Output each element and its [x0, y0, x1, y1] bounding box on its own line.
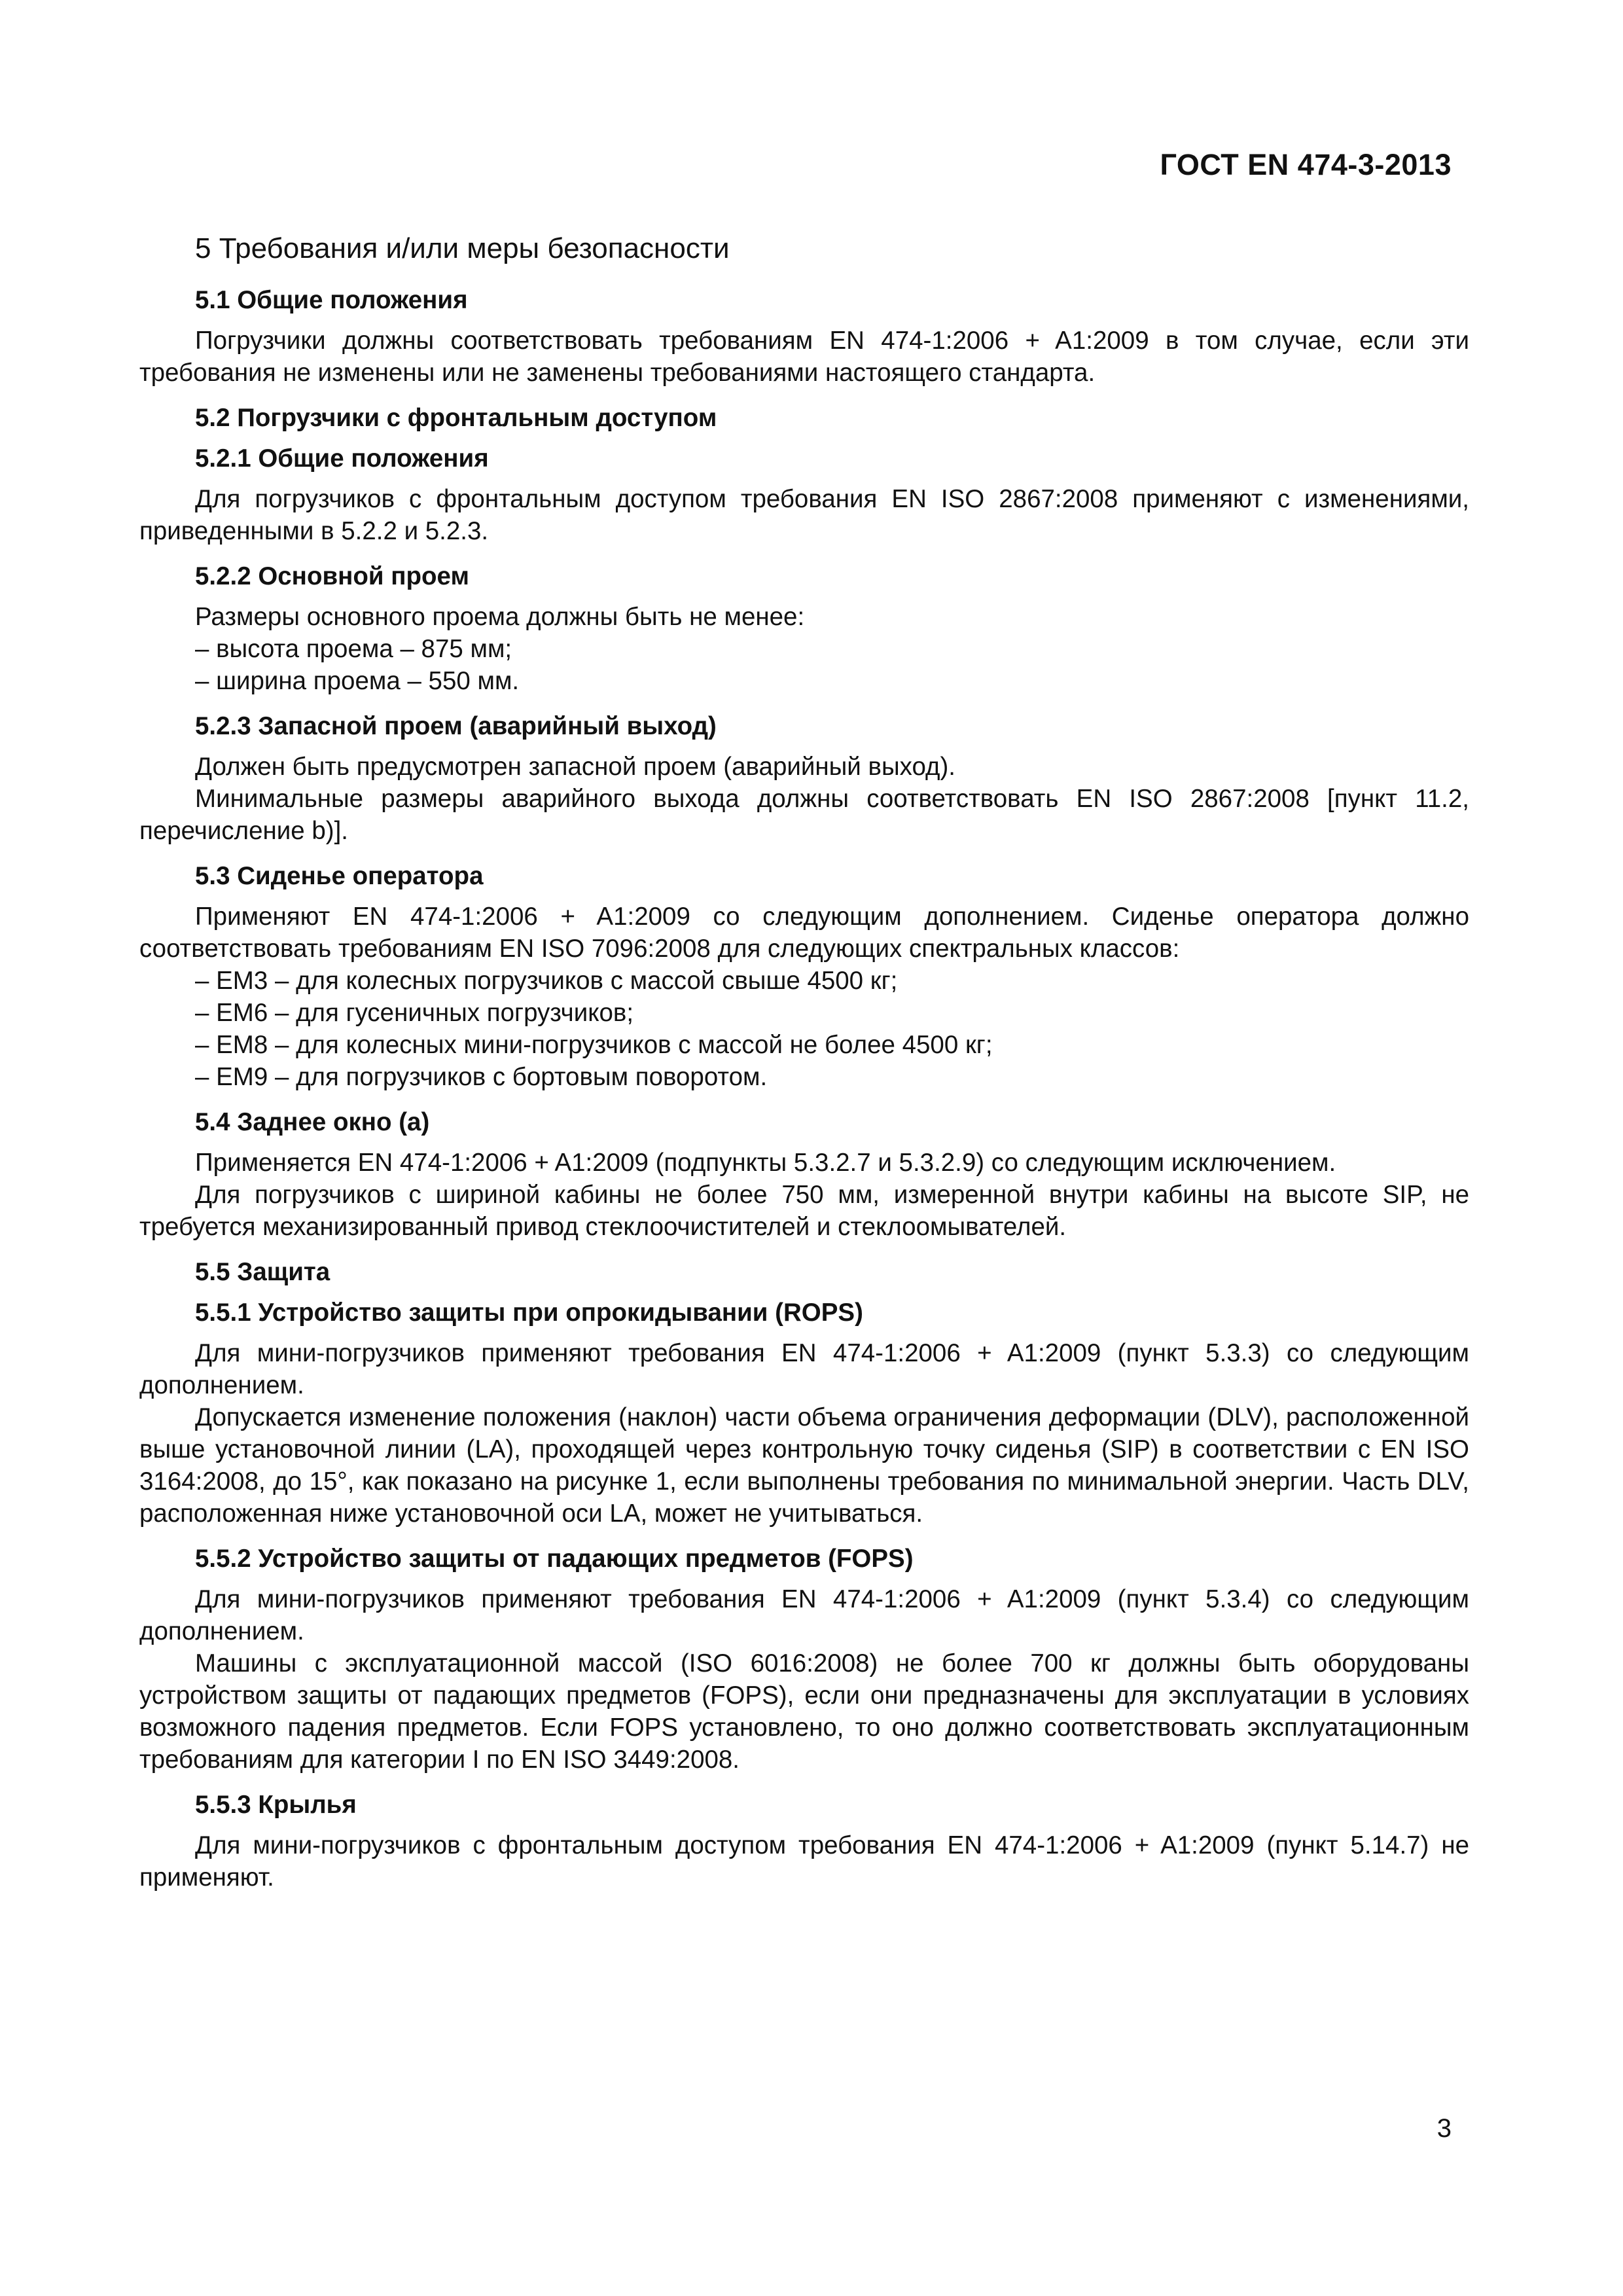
paragraph-5-2-3-a: Должен быть предусмотрен запасной проем (аварийный выход).	[195, 753, 955, 781]
section-title: 5 Требования и/или меры безопасности	[195, 232, 730, 264]
heading-5-5-3: 5.5.3 Крылья	[195, 1791, 357, 1819]
paragraph-5-3: Применяют EN 474-1:2006 + A1:2009 со следующим дополнением. Сиденье оператора должно соответствовать требованиям EN ISO 7096:2008 для следующих спектральных классов:	[139, 903, 1469, 963]
paragraph-5-4-b: Для погрузчиков с шириной кабины не более 750 мм, измеренной внутри кабины на высоте SIP, не требуется механизированный привод стеклоочистителей и стеклоомывателей.	[139, 1181, 1469, 1241]
list-item: – ЕМ8 – для колесных мини-погрузчиков с массой не более 4500 кг;	[195, 1031, 993, 1059]
paragraph-5-5-2-b: Машины с эксплуатационной массой (ISO 6016:2008) не более 700 кг должны быть оборудованы устройством защиты от падающих предметов (FOPS), если они предназначены для эксплуатации в условиях возможного падения предметов. Если FOPS установлено, то оно должно соответствовать эксплуатационным требованиям для категории I по EN ISO 3449:2008.	[139, 1649, 1469, 1774]
document-code: ГОСТ EN 474-3-2013	[1160, 148, 1452, 181]
heading-5-2-2: 5.2.2 Основной проем	[195, 562, 469, 590]
heading-5-3: 5.3 Сиденье оператора	[195, 862, 484, 890]
list-item: – ЕМ3 – для колесных погрузчиков с массой свыше 4500 кг;	[195, 967, 898, 995]
paragraph-5-2-2: Размеры основного проема должны быть не менее:	[195, 603, 805, 631]
paragraph-5-1: Погрузчики должны соответствовать требованиям EN 474-1:2006 + A1:2009 в том случае, если эти требования не изменены или не заменены требованиями настоящего стандарта.	[139, 327, 1469, 387]
heading-5-1: 5.1 Общие положения	[195, 286, 468, 314]
heading-5-5-1: 5.5.1 Устройство защиты при опрокидывании (ROPS)	[195, 1299, 863, 1327]
paragraph-5-4-a: Применяется EN 474-1:2006 + A1:2009 (подпункты 5.3.2.7 и 5.3.2.9) со следующим исключением.	[195, 1149, 1336, 1177]
heading-5-4: 5.4 Заднее окно (а)	[195, 1108, 430, 1136]
heading-5-2-1: 5.2.1 Общие положения	[195, 444, 489, 473]
heading-5-2: 5.2 Погрузчики с фронтальным доступом	[195, 404, 717, 432]
paragraph-5-5-1-a: Для мини-погрузчиков применяют требования EN 474-1:2006 + A1:2009 (пункт 5.3.3) со следующим дополнением.	[139, 1339, 1469, 1399]
list-item: – ЕМ6 – для гусеничных погрузчиков;	[195, 999, 634, 1027]
paragraph-5-5-1-b: Допускается изменение положения (наклон) части объема ограничения деформации (DLV), расположенной выше установочной линии (LA), проходящей через контрольную точку сиденья (SIP) в соответствии с EN ISO 3164:2008, до 15°, как показано на рисунке 1, если выполнены требования по минимальной энергии. Часть DLV, расположенная ниже установочной оси LA, может не учитываться.	[139, 1403, 1469, 1528]
list-item: – ЕМ9 – для погрузчиков с бортовым поворотом.	[195, 1063, 768, 1091]
paragraph-5-2-3-b: Минимальные размеры аварийного выхода должны соответствовать EN ISO 2867:2008 [пункт 11.2, перечисление b)].	[139, 785, 1469, 845]
list-item: – высота проема – 875 мм;	[195, 635, 512, 663]
paragraph-5-2-1: Для погрузчиков с фронтальным доступом требования EN ISO 2867:2008 применяют с изменениями, приведенными в 5.2.2 и 5.2.3.	[139, 485, 1469, 545]
list-item: – ширина проема – 550 мм.	[195, 667, 520, 695]
heading-5-5: 5.5 Защита	[195, 1258, 330, 1286]
heading-5-2-3: 5.2.3 Запасной проем (аварийный выход)	[195, 712, 717, 740]
paragraph-5-5-3: Для мини-погрузчиков с фронтальным доступом требования EN 474-1:2006 + A1:2009 (пункт 5.14.7) не применяют.	[139, 1831, 1469, 1892]
paragraph-5-5-2-a: Для мини-погрузчиков применяют требования EN 474-1:2006 + A1:2009 (пункт 5.3.4) со следующим дополнением.	[139, 1585, 1469, 1645]
heading-5-5-2: 5.5.2 Устройство защиты от падающих предметов (FOPS)	[195, 1545, 914, 1573]
document-body	[139, 230, 1469, 1893]
page-number: 3	[1436, 2114, 1452, 2143]
